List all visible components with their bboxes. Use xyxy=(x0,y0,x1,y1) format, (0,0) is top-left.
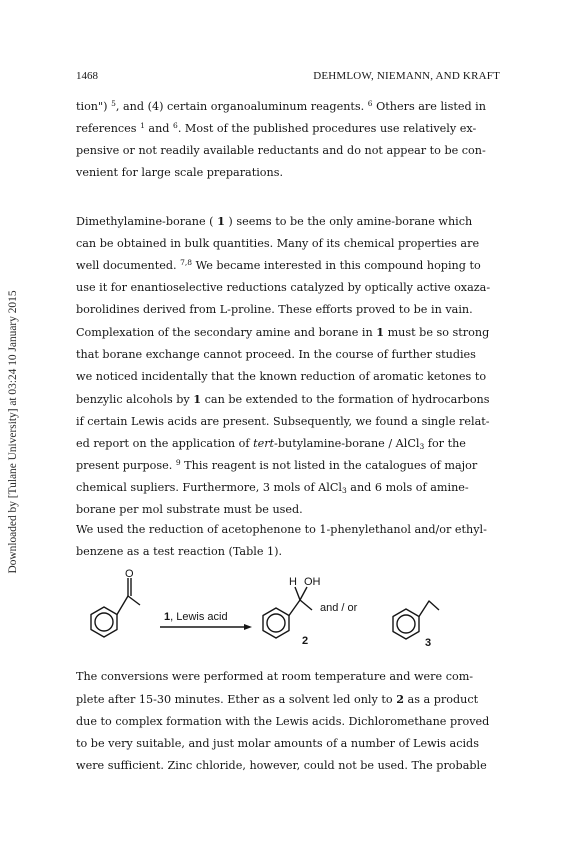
text-line: that borane exchange cannot proceed. In the course of further studies xyxy=(76,348,476,361)
download-watermark xyxy=(2,262,24,602)
paragraph-test-reaction xyxy=(76,519,500,563)
author-running-head: DEHMLOW, NIEMANN, AND KRAFT xyxy=(313,70,500,82)
text-line: borane per mol substrate must be used. xyxy=(76,503,303,516)
text-line: use it for enantioselective reductions catalyzed by optically active oxaza- xyxy=(76,281,491,294)
text-line: to be very suitable, and just molar amounts of a number of Lewis acids xyxy=(76,737,479,750)
paragraph-reagents xyxy=(76,96,500,184)
compound-ref: 1 xyxy=(217,214,225,228)
text-line: ed report on the application of tert-butylamine-borane / AlCl$_3$ for the xyxy=(76,437,466,451)
text-line: venient for large scale preparations. xyxy=(76,166,284,179)
text-line: pensive or not readily available reductants and do not appear to be con- xyxy=(76,144,486,157)
text-line: benzylic alcohols by 1 can be extended to the formation of hydrocarbons xyxy=(76,392,490,406)
text-line: benzene as a test reaction (Table 1). xyxy=(76,545,283,558)
reference-marker: 5 xyxy=(111,99,116,108)
text-line: tion") $^5$, and (4) certain organoaluminum reagents. $^6$ Others are listed in xyxy=(76,99,486,113)
alcohol-h-label: H xyxy=(289,576,297,588)
text-line: chemical supliers. Furthermore, 3 mols of AlCl$_3$ and 6 mols of amine- xyxy=(76,481,469,495)
text-line: if certain Lewis acids are present. Subsequently, we found a single relat- xyxy=(76,415,490,428)
reference-marker: 9 xyxy=(175,458,181,467)
text-line: plete after 15-30 minutes. Ether as a solvent led only to 2 as a product xyxy=(76,692,479,706)
compound-2-label: 2 xyxy=(302,635,309,647)
text-line: well documented. $^{7,8}$ We became interested in this compound hoping to xyxy=(76,258,481,272)
text-line: Dimethylamine-borane ( 1 ) seems to be the only amine-borane which xyxy=(76,214,473,228)
text-line: The conversions were performed at room temperature and were com- xyxy=(76,670,474,683)
subscript: 3 xyxy=(341,486,347,495)
subscript: 3 xyxy=(419,442,425,451)
paragraph-conversions xyxy=(76,666,500,777)
reference-marker: 7,8 xyxy=(180,258,193,267)
italic-term: tert xyxy=(253,437,275,450)
ketone-oxygen-label: O xyxy=(125,568,134,580)
arrow-condition-label: 1, Lewis acid xyxy=(164,611,228,623)
reaction-arrow xyxy=(160,624,252,630)
compound-ref: 2 xyxy=(396,692,404,706)
text-line: references $^1$ and $^6$. Most of the published procedures use relatively ex- xyxy=(76,121,477,135)
text-line: borolidines derived from L-proline. These efforts proved to be in vain. xyxy=(76,303,473,316)
download-note: Downloaded by [Tulane University] at 03:24 10 January 2015 xyxy=(7,290,19,574)
alcohol-oh-label: OH xyxy=(304,576,321,588)
text-line: present purpose. $^9$ This reagent is not listed in the catalogues of major xyxy=(76,458,478,472)
text-line: we noticed incidentally that the known reduction of aromatic ketones to xyxy=(76,370,487,383)
acetophenone-structure xyxy=(91,578,140,637)
text-line: can be obtained in bulk quantities. Many of its chemical properties are xyxy=(76,237,480,250)
and-or-label: and / or xyxy=(320,602,358,614)
compound-3-label: 3 xyxy=(425,637,432,649)
reference-marker: 1 xyxy=(140,121,145,130)
text-line: We used the reduction of acetophenone to 1-phenylethanol and/or ethyl- xyxy=(76,523,487,536)
running-header xyxy=(76,70,500,86)
ethylbenzene-structure xyxy=(393,601,439,639)
reference-marker: 6 xyxy=(173,121,178,130)
text-line: due to complex formation with the Lewis acids. Dichloromethane proved xyxy=(76,715,490,728)
page-number: 1468 xyxy=(76,70,98,82)
reaction-scheme xyxy=(76,566,500,662)
reference-marker: 6 xyxy=(367,99,373,108)
compound-ref: 1 xyxy=(193,392,202,406)
text-line: Complexation of the secondary amine and borane in 1 must be so strong xyxy=(76,325,490,339)
compound-ref: 1 xyxy=(376,325,385,339)
text-line: were sufficient. Zinc chloride, however, could not be used. The probable xyxy=(76,759,487,772)
phenylethanol-structure xyxy=(263,587,312,638)
paragraph-dimethylamine-borane xyxy=(76,210,500,521)
